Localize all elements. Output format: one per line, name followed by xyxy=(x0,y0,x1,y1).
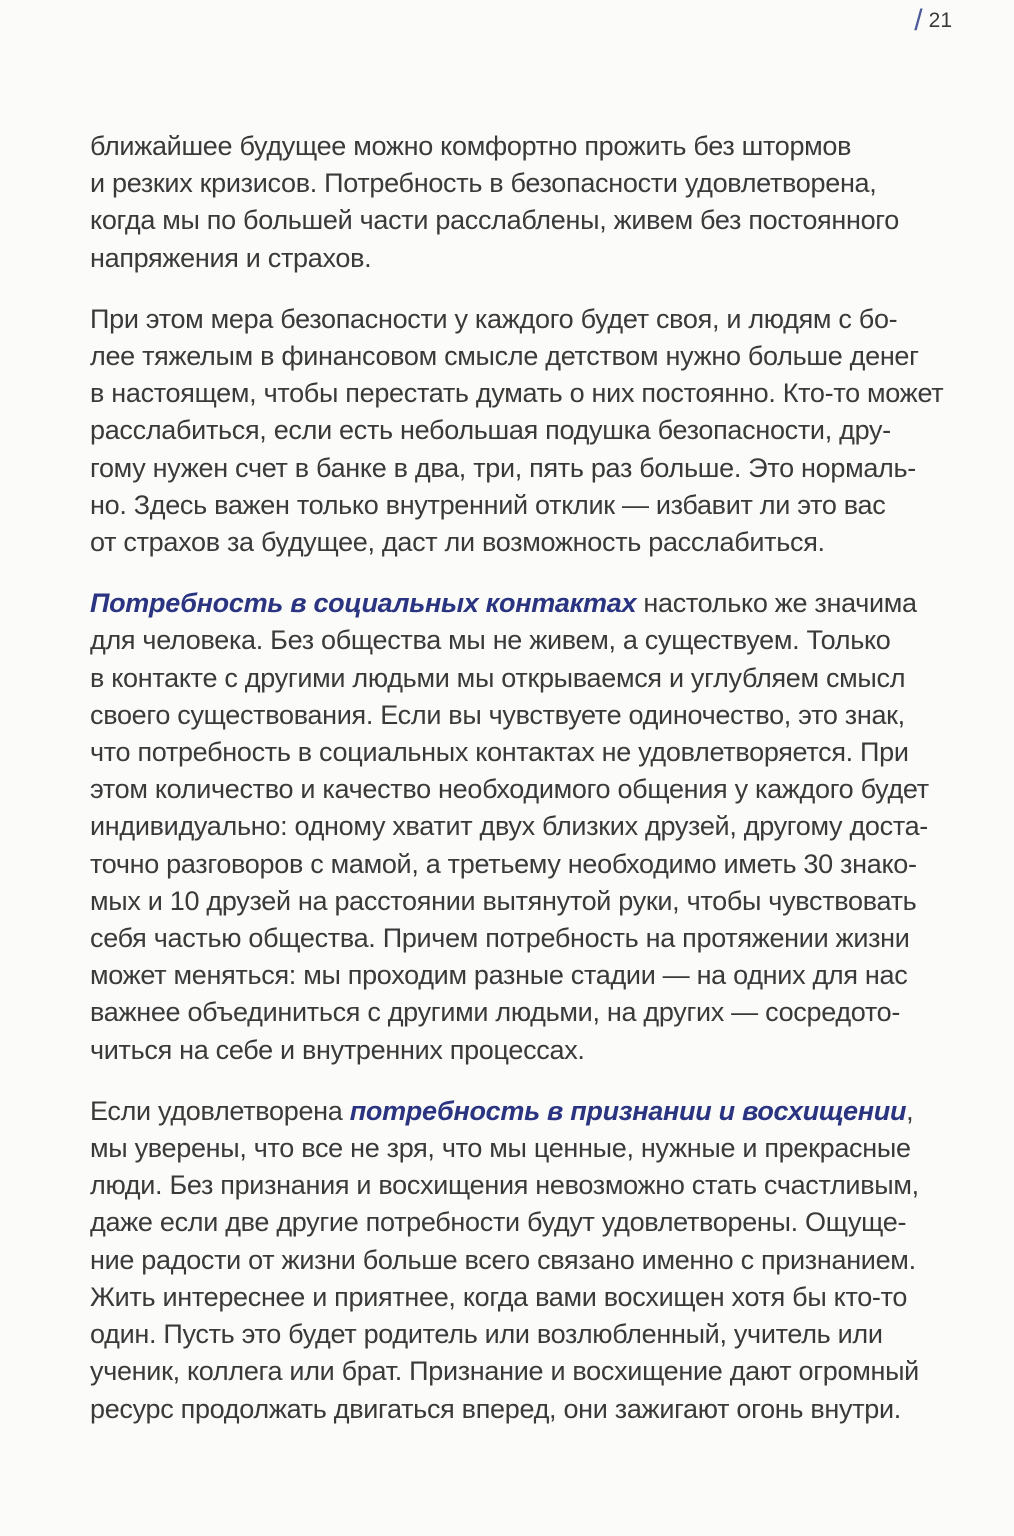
text-line: мы уверены, что все не зря, что мы ценные, нужные и прекрасные xyxy=(90,1133,911,1164)
paragraph-2 xyxy=(90,301,944,561)
text-line: читься на себе и внутренних процессах. xyxy=(90,1034,585,1065)
text-line: и резких кризисов. Потребность в безопасности удовлетворена, xyxy=(90,168,877,199)
paragraph-3 xyxy=(90,585,929,1069)
paragraph-4 xyxy=(90,1093,919,1428)
text-line: расслабиться, если есть небольшая подушка безопасности, дру- xyxy=(90,415,891,446)
text-line: ученик, коллега или брат. Признание и восхищение дают огромный xyxy=(90,1356,919,1387)
text-line: важнее объединиться с другими людьми, на других — сосредото- xyxy=(90,997,901,1028)
text-line: Жить интереснее и приятнее, когда вами восхищен хотя бы кто-то xyxy=(90,1281,908,1312)
text-line: своего существования. Если вы чувствуете одиночество, это знак, xyxy=(90,699,905,730)
emphasis-recognition-admiration: потребность в признании и восхищении xyxy=(349,1095,907,1126)
text-line: мых и 10 друзей на расстоянии вытянутой руки, чтобы чувствовать xyxy=(90,885,917,916)
text-line: от страхов за будущее, даст ли возможность расслабиться. xyxy=(90,527,825,558)
page-body xyxy=(90,128,944,1452)
text-line: индивидуально: одному хватит двух близких друзей, другому доста- xyxy=(90,811,928,842)
text-line: напряжения и страхов. xyxy=(90,242,372,273)
text-line: в контакте с другими людьми мы открываемся и углубляем смысл xyxy=(90,662,906,693)
text-line: этом количество и качество необходимого общения у каждого будет xyxy=(90,774,929,805)
page-number xyxy=(914,6,952,36)
text-line: когда мы по большей части расслаблены, живем без постоянного xyxy=(90,205,899,236)
text-line: один. Пусть это будет родитель или возлюбленный, учитель или xyxy=(90,1319,883,1350)
page-number-value: 21 xyxy=(928,9,952,32)
text-line: для человека. Без общества мы не живем, а существуем. Только xyxy=(90,625,891,656)
text-line: себя частью общества. Причем потребность на протяжении жизни xyxy=(90,923,910,954)
text-line: ресурс продолжать двигаться вперед, они зажигают огонь внутри. xyxy=(90,1393,901,1424)
text-line: ние радости от жизни больше всего связано именно с признанием. xyxy=(90,1244,916,1275)
emphasis-social-contacts: Потребность в социальных контактах xyxy=(90,588,637,619)
text-line: лее тяжелым в финансовом смысле детством нужно больше денег xyxy=(90,341,919,372)
text-line: Потребность в социальных контактах настолько же значима xyxy=(90,588,917,619)
text-line: в настоящем, чтобы перестать думать о них постоянно. Кто-то может xyxy=(90,378,944,409)
text-line: что потребность в социальных контактах не удовлетворяется. При xyxy=(90,737,909,768)
text-line: гому нужен счет в банке в два, три, пять раз больше. Это нормаль- xyxy=(90,452,916,483)
text-line: люди. Без признания и восхищения невозможно стать счастливым, xyxy=(90,1170,919,1201)
text-line: Если удовлетворена потребность в признании и восхищении, xyxy=(90,1095,914,1126)
page-number-slash: / xyxy=(914,4,923,37)
text-line: даже если две другие потребности будут удовлетворены. Ощуще- xyxy=(90,1207,907,1238)
text-line: При этом мера безопасности у каждого будет своя, и людям с бо- xyxy=(90,303,898,334)
text-line: ближайшее будущее можно комфортно прожить без штормов xyxy=(90,131,852,161)
text-line: может меняться: мы проходим разные стадии — на одних для нас xyxy=(90,960,908,991)
text-line: но. Здесь важен только внутренний отклик — избавит ли это вас xyxy=(90,489,886,520)
paragraph-1 xyxy=(90,128,899,277)
text-line: точно разговоров с мамой, а третьему необходимо иметь 30 знако- xyxy=(90,848,917,879)
